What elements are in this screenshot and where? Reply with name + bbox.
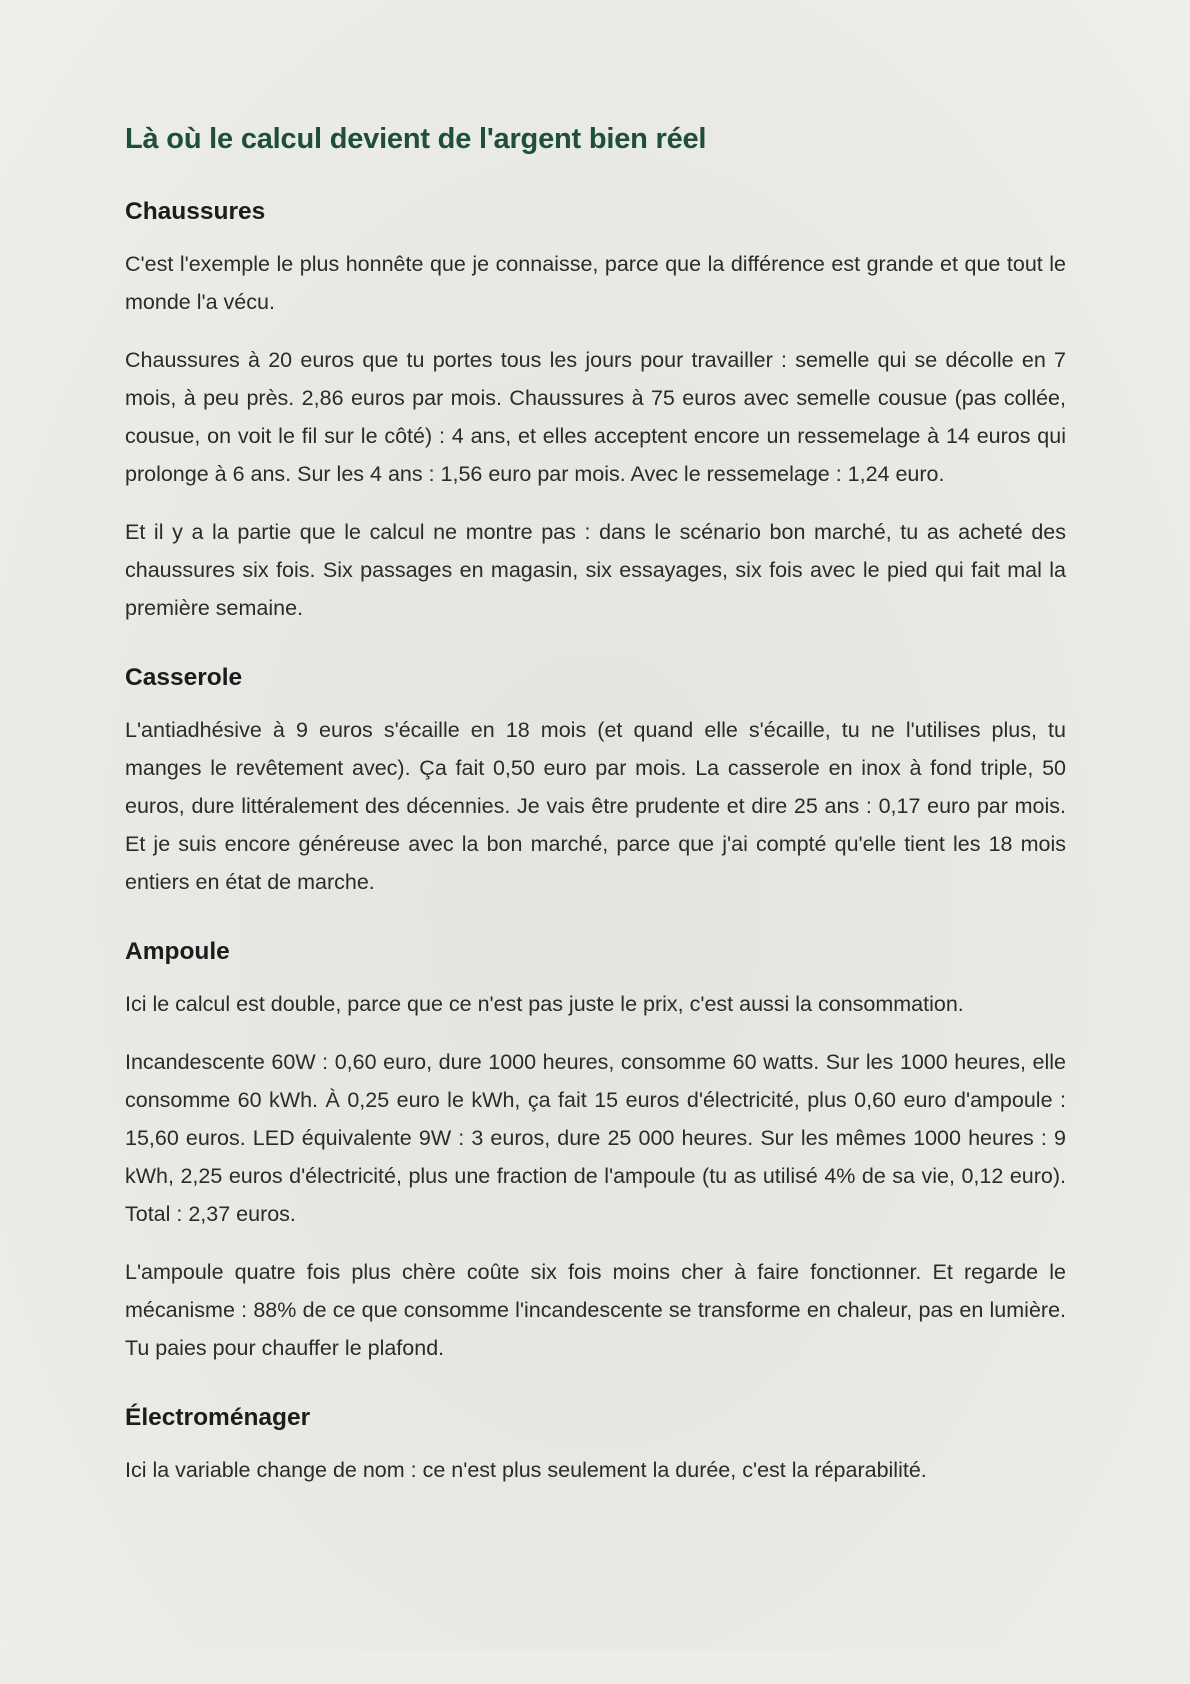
section-chaussures bbox=[125, 196, 1066, 627]
paragraph: Ici la variable change de nom : ce n'est plus seulement la durée, c'est la réparabilité. bbox=[125, 1458, 927, 1482]
section-heading: Chaussures bbox=[125, 198, 266, 225]
paragraph: Et il y a la partie que le calcul ne montre pas : dans le scénario bon marché, tu as acheté des chaussures six fois. Six passages en magasin, six essayages, six fois avec le pied qui fait mal la première semaine. bbox=[125, 520, 1066, 620]
section-ampoule bbox=[125, 936, 1066, 1367]
section-heading: Casserole bbox=[125, 664, 243, 691]
section-electromenager bbox=[125, 1402, 1066, 1489]
section-heading: Électroménager bbox=[125, 1404, 311, 1431]
page-title: Là où le calcul devient de l'argent bien réel bbox=[125, 123, 707, 155]
paragraph: C'est l'exemple le plus honnête que je connaisse, parce que la différence est grande et que tout le monde l'a vécu. bbox=[125, 252, 1066, 314]
section-heading: Ampoule bbox=[125, 938, 230, 965]
paragraph: L'ampoule quatre fois plus chère coûte six fois moins cher à faire fonctionner. Et regarde le mécanisme : 88% de ce que consomme l'incandescente se transforme en chaleur, pas en lumière. Tu paies pour chauffer le plafond. bbox=[125, 1260, 1066, 1360]
paragraph: L'antiadhésive à 9 euros s'écaille en 18 mois (et quand elle s'écaille, tu ne l'utilises plus, tu manges le revêtement avec). Ça fait 0,50 euro par mois. La casserole en inox à fond triple, 50 euros, dure littéralement des décennies. Je vais être prudente et dire 25 ans : 0,17 euro par mois. Et je suis encore généreuse avec la bon marché, parce que j'ai compté qu'elle tient les 18 mois entiers en état de marche. bbox=[125, 718, 1066, 894]
paragraph: Incandescente 60W : 0,60 euro, dure 1000 heures, consomme 60 watts. Sur les 1000 heures, elle consomme 60 kWh. À 0,25 euro le kWh, ça fait 15 euros d'électricité, plus 0,60 euro d'ampoule : 15,60 euros. LED équivalente 9W : 3 euros, dure 25 000 heures. Sur les mêmes 1000 heures : 9 kWh, 2,25 euros d'électricité, plus une fraction de l'ampoule (tu as utilisé 4% de sa vie, 0,12 euro). Total : 2,37 euros. bbox=[125, 1050, 1066, 1226]
section-casserole bbox=[125, 662, 1066, 901]
paragraph: Ici le calcul est double, parce que ce n'est pas juste le prix, c'est aussi la consommation. bbox=[125, 992, 964, 1016]
paragraph: Chaussures à 20 euros que tu portes tous les jours pour travailler : semelle qui se décolle en 7 mois, à peu près. 2,86 euros par mois. Chaussures à 75 euros avec semelle cousue (pas collée, cousue, on voit le fil sur le côté) : 4 ans, et elles acceptent encore un ressemelage à 14 euros qui prolonge à 6 ans. Sur les 4 ans : 1,56 euro par mois. Avec le ressemelage : 1,24 euro. bbox=[125, 348, 1066, 486]
